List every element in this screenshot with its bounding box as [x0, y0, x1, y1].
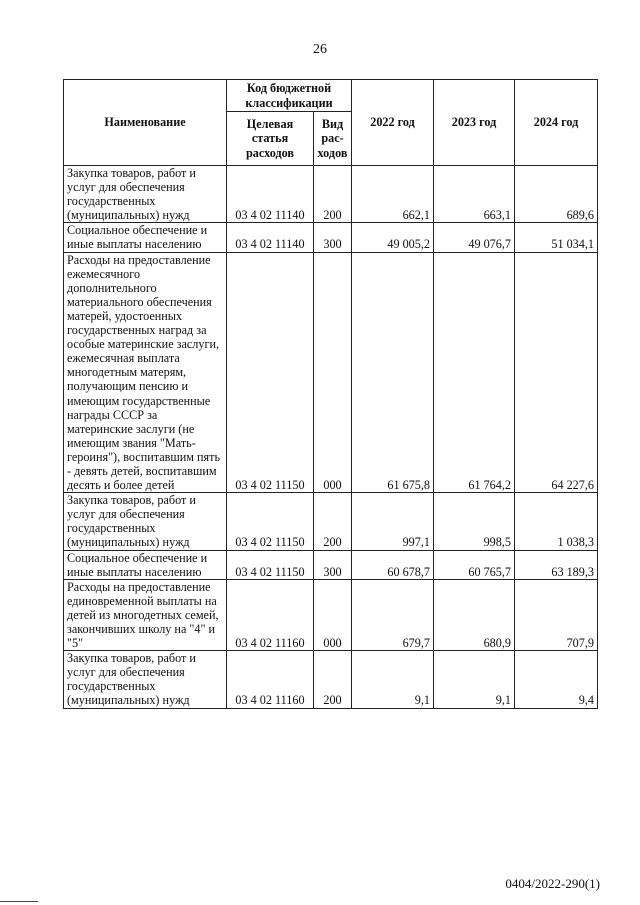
row-target-article: 03 4 02 11160 [227, 579, 314, 650]
row-expense-type: 000 [314, 579, 352, 650]
row-name: Закупка товаров, работ и услуг для обеспечения государственных (муниципальных) нужд [64, 493, 227, 550]
row-value-2022: 679,7 [352, 579, 434, 650]
row-target-article: 03 4 02 11150 [227, 550, 314, 579]
row-expense-type: 200 [314, 166, 352, 223]
table-body [64, 166, 598, 709]
row-value-2024: 64 227,6 [515, 252, 598, 493]
header-2022: 2022 год [352, 80, 434, 166]
row-target-article: 03 4 02 11160 [227, 651, 314, 708]
row-value-2023: 49 076,7 [434, 223, 515, 252]
row-value-2023: 998,5 [434, 493, 515, 550]
row-name: Закупка товаров, работ и услуг для обеспечения государственных (муниципальных) нужд [64, 166, 227, 223]
row-expense-type: 200 [314, 651, 352, 708]
row-name: Социальное обеспечение и иные выплаты населению [64, 223, 227, 252]
row-name: Социальное обеспечение и иные выплаты населению [64, 550, 227, 579]
row-value-2024: 51 034,1 [515, 223, 598, 252]
table-row [64, 166, 598, 223]
row-value-2022: 9,1 [352, 651, 434, 708]
document-code: 0404/2022-290(1) [505, 876, 600, 891]
row-name: Закупка товаров, работ и услуг для обеспечения государственных (муниципальных) нужд [64, 651, 227, 708]
row-value-2023: 663,1 [434, 166, 515, 223]
row-target-article: 03 4 02 11140 [227, 223, 314, 252]
table-row [64, 223, 598, 252]
header-name: Наименование [64, 80, 227, 166]
table-row [64, 493, 598, 550]
row-value-2024: 1 038,3 [515, 493, 598, 550]
row-expense-type: 300 [314, 223, 352, 252]
page-number: 26 [313, 42, 327, 57]
row-name: Расходы на предоставление единовременной выплаты на детей из многодетных семей, закончивших школу на "4" и "5" [64, 579, 227, 650]
row-value-2022: 60 678,7 [352, 550, 434, 579]
row-target-article: 03 4 02 11150 [227, 252, 314, 493]
budget-table [63, 79, 598, 709]
header-type: Вид рас-ходов [314, 112, 352, 166]
row-expense-type: 000 [314, 252, 352, 493]
table-row [64, 579, 598, 650]
row-name: Расходы на предоставление ежемесячного дополнительного материального обеспечения матерей, удостоенных государственных наград за особые материнские заслуги, ежемесячная выплата многодетным матерям, получающим пенсию и имеющим государственные награды СССР за материнские заслуги (не имеющим звания "Мать-героиня"), воспитавшим пять - девять детей, воспитавшим десять и более детей [64, 252, 227, 493]
row-value-2023: 680,9 [434, 579, 515, 650]
table-row [64, 550, 598, 579]
row-value-2023: 9,1 [434, 651, 515, 708]
row-value-2024: 707,9 [515, 579, 598, 650]
row-value-2023: 60 765,7 [434, 550, 515, 579]
header-2023: 2023 год [434, 80, 515, 166]
table-row [64, 651, 598, 708]
row-expense-type: 300 [314, 550, 352, 579]
row-value-2023: 61 764,2 [434, 252, 515, 493]
row-expense-type: 200 [314, 493, 352, 550]
row-value-2022: 997,1 [352, 493, 434, 550]
scan-artifact-line [0, 901, 38, 902]
header-code-group: Код бюджетной классификации [227, 80, 352, 112]
header-target-article: Целевая статья расходов [227, 112, 314, 166]
table-row [64, 252, 598, 493]
row-value-2022: 662,1 [352, 166, 434, 223]
row-value-2024: 63 189,3 [515, 550, 598, 579]
row-target-article: 03 4 02 11140 [227, 166, 314, 223]
row-value-2022: 49 005,2 [352, 223, 434, 252]
row-target-article: 03 4 02 11150 [227, 493, 314, 550]
header-2024: 2024 год [515, 80, 598, 166]
row-value-2024: 689,6 [515, 166, 598, 223]
row-value-2022: 61 675,8 [352, 252, 434, 493]
row-value-2024: 9,4 [515, 651, 598, 708]
